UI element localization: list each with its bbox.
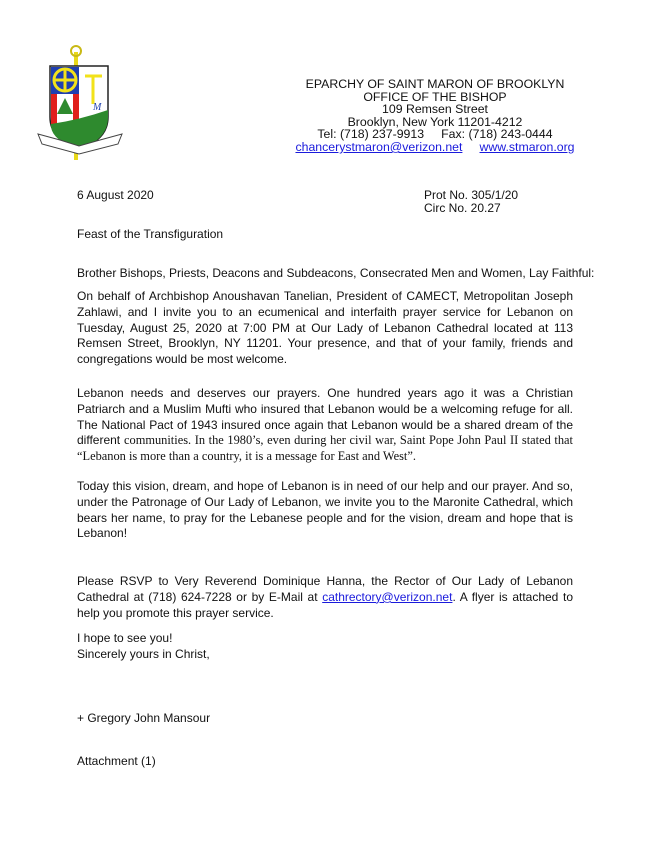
- rsvp-text: Please RSVP to Very Reverend Dominique Hanna, the Rector of Our Lady of Lebanon Cathedral at (718) 624-7228 or by E-Mail at: [77, 574, 573, 604]
- subject: Feast of the Transfiguration: [77, 227, 224, 241]
- rsvp-text-end: . A flyer is attached to help you promote this prayer service.: [77, 589, 573, 620]
- protocol-number: Prot No. 305/1/20: [424, 188, 519, 202]
- circular-number: Circ No. 20.27: [424, 201, 501, 215]
- org-name: EPARCHY OF SAINT MARON OF BROOKLYN: [305, 77, 565, 91]
- letter-date: 6 August 2020: [77, 188, 154, 202]
- svg-text:M: M: [93, 102, 102, 113]
- salutation: Brother Bishops, Priests, Deacons and Subdeacons, Consecrated Men and Women, Lay Faithful:: [77, 266, 595, 280]
- letterhead: [280, 78, 590, 154]
- fax: Fax: (718) 243-0444: [441, 127, 553, 142]
- telephone: Tel: (718) 237-9913: [317, 127, 425, 142]
- hope-line: I hope to see you!: [77, 631, 173, 645]
- rsvp-email-link[interactable]: cathrectory@verizon.net: [322, 589, 453, 604]
- paragraph-lebanon-part2: communities. In the 1980’s, even during her civil war, Saint Pope John Paul II stated that “Lebanon is more than a country, it is a message for East and West”.: [77, 433, 573, 464]
- website-link[interactable]: www.stmaron.org: [479, 139, 575, 154]
- paragraph-invitation: On behalf of Archbishop Anoushavan Tanelian, President of CAMECT, Metropolitan Joseph Zahlawi, and I invite you to an ecumenical and interfaith prayer service for Lebanon on Tuesday, August 25, 2020 at 7:00 PM at Our Lady of Lebanon Cathedral located at 113 Remsen Street, Brooklyn, NY 11201. Your presence, and that of your family, friends and congregations would be most welcome.: [77, 289, 573, 367]
- signature-name: + Gregory John Mansour: [77, 711, 211, 725]
- coat-of-arms-logo: [30, 42, 165, 162]
- office-name: OFFICE OF THE BISHOP: [363, 89, 507, 104]
- email-link[interactable]: chancerystmaron@verizon.net: [295, 139, 463, 154]
- attachment-note: Attachment (1): [77, 754, 156, 768]
- paragraph-rsvp: [77, 574, 573, 621]
- paragraph-lebanon: [77, 386, 573, 465]
- street-address: 109 Remsen Street: [382, 102, 488, 117]
- closing: Sincerely yours in Christ,: [77, 647, 210, 661]
- paragraph-vision: Today this vision, dream, and hope of Lebanon is in need of our help and our prayer. And so, under the Patronage of Our Lady of Lebanon, we invite you to the Maronite Cathedral, which bears her name, to pray for the Lebanese people and for the vision, dream and hope that is Lebanon!: [77, 479, 573, 541]
- paragraph-lebanon-part1: Lebanon needs and deserves our prayers. One hundred years ago it was a Christian Patriarch and a Muslim Mufti who insured that Lebanon would be a welcoming refuge for all. The National Pact of 1943 insured once again that Lebanon would be a shared dream of the different: [77, 386, 573, 448]
- city-address: Brooklyn, New York 11201-4212: [347, 114, 523, 129]
